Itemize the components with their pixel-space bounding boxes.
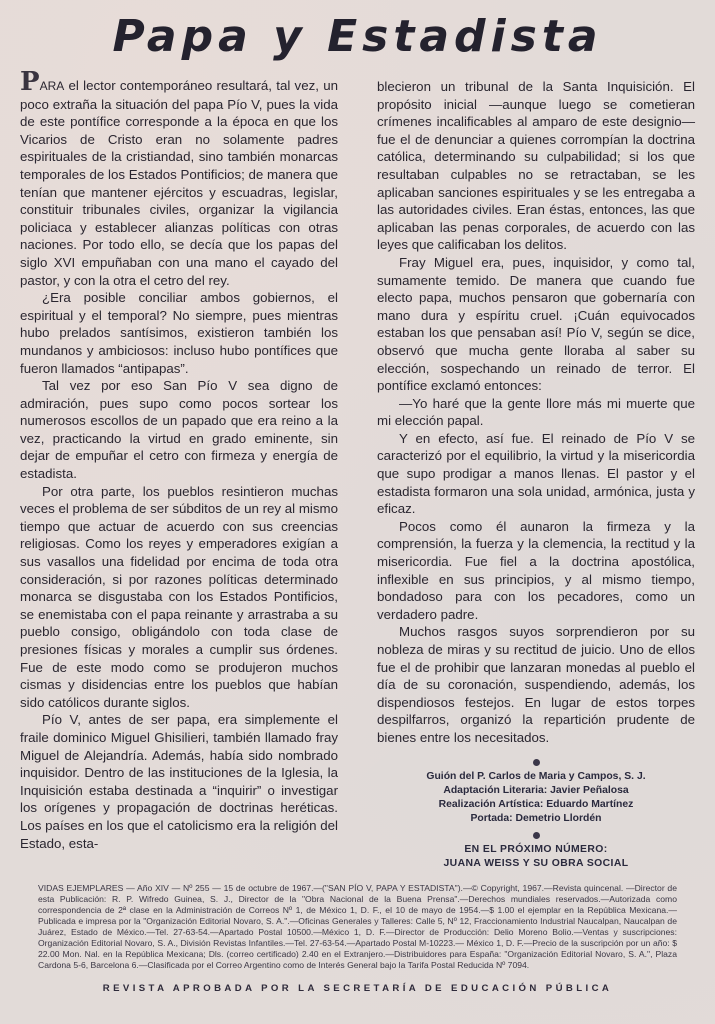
article-paragraph: Por otra parte, los pueblos resintieron muchas veces el problema de ser súbditos de un rey al mismo tiempo que actuar de acuerdo con sus creencias religiosas. Como los reyes y emperadores exigían a sus vasallos una fidelidad por encima de toda otra consideración, si por razones políticas determinado monarca se disgustaba con los Estados Pontificios, se enemistaba con el papa reinante y arrastraba a su pueblo consigo, obligándolo con toda clase de presiones físicas y morales a cumplir sus órdenes. Fue de este modo como se produjeron muchos cismas y disidencias entre los pueblos que habían sido católicos durante siglos.	[20, 483, 338, 710]
credits-block	[377, 759, 695, 871]
article-paragraph: —Yo haré que la gente llore más mi muerte que mi elección papal.	[377, 395, 695, 429]
article-paragraph: Y en efecto, así fue. El reinado de Pío V se caracterizó por el equilibrio, la virtud y la misericordia que supo prodigar a manos llenas. El pastor y el estadista formaron una sola unidad, armónica, justa y eficaz.	[377, 430, 695, 517]
article-body	[20, 67, 695, 871]
approval-notice: REVISTA APROBADA POR LA SECRETARÍA DE EDUCACIÓN PÚBLICA	[102, 982, 613, 994]
article-paragraph: ¿Era posible conciliar ambos gobiernos, el espiritual y el temporal? No siempre, pues mientras hubo prelados santísimos, existieron también los mundanos y ambiciosos: incluso hubo pontífices que fueron llamados “antipapas”.	[20, 290, 338, 376]
article-paragraph	[20, 67, 338, 289]
drop-cap: P	[20, 67, 40, 97]
credit-line: Guión del P. Carlos de Maria y Campos, S. J.	[426, 770, 646, 782]
publication-imprint: VIDAS EJEMPLARES — Año XIV — Nº 255 — 15 de octubre de 1967.—("SAN PÍO V, PAPA Y ESTADISTA").—© Copyright, 1967.—Revista quincenal. —Director de esta Publicación: R. P. Wifredo Guinea, S. J., Director de la "Obra Nacional de la Buena Prensa".—Derechos mundiales reservados.—Autorizada como correspondencia de 2ª clase en la Administración de Correos Nº 1, de México 1, D. F., el 10 de mayo de 1954.—$ 1.00 el ejemplar en la República Mexicana.—Publicada e impresa por la "Organización Editorial Novaro, S. A.".—Oficinas Generales y Talleres: Calle 5, Nº 12, Fraccionamiento Industrial Naucalpan, Naucalpan de Juárez, Estado de México.—Tel. 27-63-54.—Apartado Postal 10500.—México 1, D. F.—Director de Producción: Delio Moreno Bolio.—Ventas y suscripciones: Organización Editorial Novaro, S. A., División Revistas Infantiles.—Tel. 27-63-54.—Apartado Postal M-10223.— México 1, D. F.—Precio de la suscripción por un año: $ 22.00 Mon. Nal. en la República Mexicana; Dls. (correo certificado) 2.40 en el Extranjero.—Distribuidores para España: "Organización Editorial Novaro, S. A.", Plaza Cardona 5-6, Barcelona 6.—Clasificada por el Correo Argentino como de Interés General bajo la Tarifa Postal Reducida Nº 7094.	[38, 882, 677, 970]
page-title: Papa y Estadista	[112, 11, 603, 62]
paragraph-text: el lector contemporáneo resultará, tal vez, un poco extraña la situación del papa Pío V, pues la vida de este pontífice corresponde a la época en que los Vicarios de Cristo eran no solamente padres espirituales de la cristiandad, sino también monarcas temporales de los Estados Pontificios; de manera que tenían que mantener ejércitos y escuadras, legislar, constituir tribunales civiles, organizar la vigilancia policiaca y establecer alianzas políticas con otras naciones. Por todo ello, se decía que los papas del siglo XVI empuñaban con una mano el cayado del pastor, y con la otra el cetro del rey.	[20, 78, 338, 288]
article-paragraph: Muchos rasgos suyos sorprendieron por su nobleza de miras y su rectitud de juicio. Uno de ellos fue el de prohibir que lanzaran monedas al pueblo el día de su coronación, suspendiendo, además, los dispendiosos festejos. En lugar de estos torpes despilfarros, organizó la repartición prudente de bienes entre los necesitados.	[377, 624, 695, 745]
next-issue-title: JUANA WEISS Y SU OBRA SOCIAL	[443, 857, 629, 869]
article-paragraph: Tal vez por eso San Pío V sea digno de admiración, pues supo como pocos sortear los numerosos escollos de un papado que era reino a la vez, practicando la virtud en grado eminente, sin dejar de empuñar el cetro con firmeza y energía de estadista.	[20, 378, 338, 482]
article-paragraph: Pío V, antes de ser papa, era simplemente el fraile dominico Miguel Ghisilieri, también llamado fray Miguel de Alejandría. Además, había sido nombrado inquisidor. Dentro de las instituciones de la Iglesia, la Inquisición estaba destinada a “inquirir” o investigar los orígenes y propagación de doctrinas heréticas. Los países en los que el catolicismo era la religión del Estado, esta-	[20, 712, 338, 851]
article-left-column	[20, 67, 338, 852]
first-word-smallcaps: ARA	[39, 79, 65, 93]
credit-line: Realización Artística: Eduardo Martínez	[438, 798, 634, 810]
credit-line: Adaptación Literaria: Javier Peñalosa	[443, 784, 629, 796]
article-paragraph: Pocos como él aunaron la firmeza y la comprensión, la fuerza y la clemencia, la rectitud y la misericordia. Fue fiel a la doctrina apostólica, inflexible en sus principios, y al mismo tiempo, bondadoso para con los pecadores, como un verdadero padre.	[377, 518, 695, 622]
article-right-column	[377, 74, 695, 871]
article-paragraph: Fray Miguel era, pues, inquisidor, y como tal, sumamente temido. De manera que cuando fue electo papa, muchos pensaron que gobernaría con mano dura y espíritu cruel. ¡Cuán equivocados estaban los que pensaban así! Pío V, según se dice, observó que mucha gente lloraba al saber su elección, sospechando un reinado de terror. El pontífice exclamó entonces:	[377, 254, 695, 394]
bullet-separator	[533, 759, 540, 766]
bullet-separator	[533, 832, 540, 839]
credit-line: Portada: Demetrio Llordén	[470, 812, 602, 824]
next-issue-label: EN EL PRÓXIMO NÚMERO:	[464, 843, 608, 855]
article-paragraph: blecieron un tribunal de la Santa Inquisición. El propósito inicial —aunque luego se cometieran crímenes incalificables al amparo de este designio— fue el de denunciar a quienes corrompían la doctrina católica, determinando su culpabilidad; si los que resultaban culpables no se retractaban, se les aplicaban sanciones espirituales y se les entregaba a las autoridades civiles. Eran éstas, entonces, las que aplicaban las penas corporales, de acuerdo con las leyes que calificaban los delitos.	[377, 79, 695, 253]
